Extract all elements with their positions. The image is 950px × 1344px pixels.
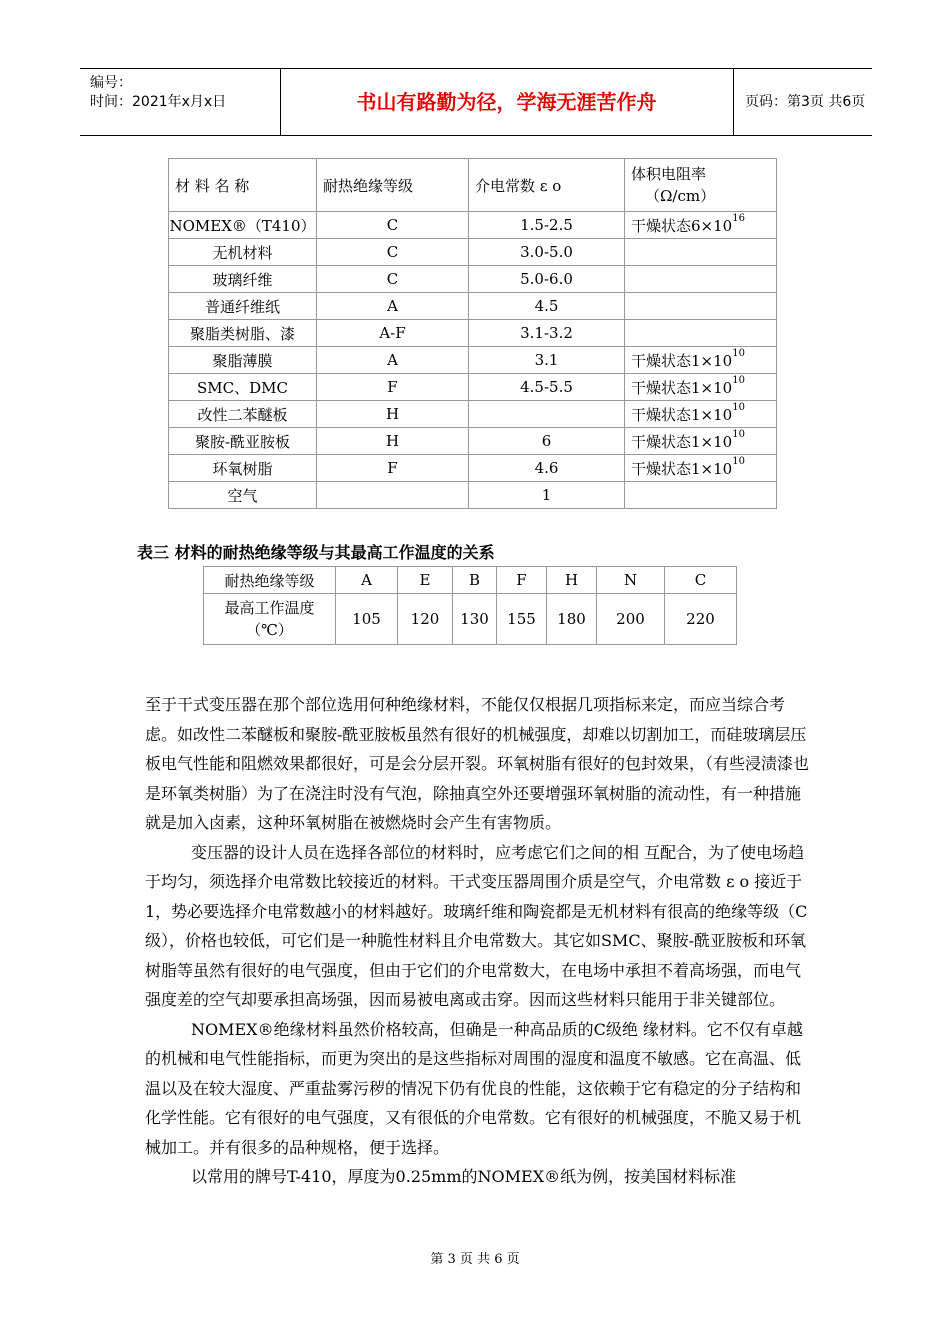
grade-cell: C (665, 567, 737, 594)
table-row (169, 266, 777, 293)
cell-name: SMC、DMC (169, 374, 317, 401)
grade-cell: A (336, 567, 398, 594)
temperature-cell: 155 (497, 594, 547, 645)
paragraph: 以常用的牌号T-410，厚度为0.25mm的NOMEX®纸为例，按美国材料标准 (191, 1167, 737, 1186)
motto: 书山有路勤为径，学海无涯苦作舟 (280, 69, 734, 135)
table-row (169, 455, 777, 482)
serial-number: 编号： (90, 75, 132, 91)
temperature-cell: 200 (597, 594, 665, 645)
cell-name: 改性二苯醚板 (169, 401, 317, 428)
cell-grade: C (317, 266, 469, 293)
temperature-cell: 120 (398, 594, 453, 645)
cell-resistivity: 干燥状态$1\times 10^{10}$ (625, 455, 777, 482)
grade-cell: F (497, 567, 547, 594)
cell-const: 3.1 (469, 347, 625, 374)
cell-resistivity (625, 293, 777, 320)
cell-resistivity (625, 482, 777, 509)
header-cell: 耐热绝缘等级 (317, 159, 469, 212)
grade-cell: H (547, 567, 597, 594)
cell-resistivity (625, 266, 777, 293)
cell-const: 4.6 (469, 455, 625, 482)
cell-grade: A (317, 293, 469, 320)
temperature-cell: 130 (453, 594, 497, 645)
cell-name: 聚胺-酰亚胺板 (169, 428, 317, 455)
paragraph: 至于干式变压器在那个部位选用何种绝缘材料，不能仅仅根据几项指标来定，而应当综合考虑。如改性二苯醚板和聚胺-酰亚胺板虽然有很好的机械强度，却难以切割加工，而硅玻璃层压板电气性能和阻燃效果都很好，可是会分层开裂。环氧树脂有很好的包封效果，（有些浸渍漆也是环氧类树脂）为了在浇注时没有气泡，除抽真空外还要增强环氧树脂的流动性，有一种措施就是加入卤素，这种环氧树脂在被燃烧时会产生有害物质。 (145, 695, 810, 832)
cell-resistivity: 干燥状态$1\times 10^{10}$ (625, 374, 777, 401)
cell-resistivity (625, 239, 777, 266)
row-label: 最高工作温度 （℃） (204, 594, 336, 645)
table-header-row (169, 159, 777, 212)
temperature-cell: 220 (665, 594, 737, 645)
cell-name: 聚脂类树脂、漆 (169, 320, 317, 347)
cell-resistivity (625, 320, 777, 347)
table-row (169, 320, 777, 347)
table-row (169, 401, 777, 428)
cell-resistivity: 干燥状态$6\times 10^{16}$ (625, 212, 777, 239)
table-row (169, 347, 777, 374)
cell-const: 1.5-2.5 (469, 212, 625, 239)
cell-grade (317, 482, 469, 509)
grade-cell: E (398, 567, 453, 594)
cell-resistivity: 干燥状态$1\times 10^{10}$ (625, 401, 777, 428)
paragraph: 变压器的设计人员在选择各部位的材料时，应考虑它们之间的相 互配合，为了使电场趋于均匀，须选择介电常数比较接近的材料。干式变压器周围介质是空气，介电常数 ε o 接近于1，势必要选择介电常数越小的材料越好。玻璃纤维和陶瓷都是无机材料有很高的绝缘等级（C级），价格也较低，可它们是一种脆性材料且介电常数大。其它如SMC、聚胺-酰亚胺板和环氧树脂等虽然有很好的电气强度，但由于它们的介电常数大，在电场中承担不着高场强，而电气强度差的空气却要承担高场强，因而易被电离或击穿。因而这些材料只能用于非关键部位。 (145, 842, 808, 1009)
cell-const: 4.5 (469, 293, 625, 320)
cell-name: 环氧树脂 (169, 455, 317, 482)
cell-resistivity: 干燥状态$1\times 10^{10}$ (625, 347, 777, 374)
temperature-table (203, 566, 737, 645)
page-footer: 第 3 页 共 6 页 (430, 1252, 520, 1267)
cell-const: 5.0-6.0 (469, 266, 625, 293)
grade-cell: N (597, 567, 665, 594)
cell-name: 普通纤维纸 (169, 293, 317, 320)
cell-name: 无机材料 (169, 239, 317, 266)
table-row (169, 293, 777, 320)
cell-grade: C (317, 239, 469, 266)
cell-const: 1 (469, 482, 625, 509)
table-row (169, 212, 777, 239)
header-cell: 介电常数 ε o (469, 159, 625, 212)
cell-const: 3.1-3.2 (469, 320, 625, 347)
cell-grade: H (317, 401, 469, 428)
cell-const: 4.5-5.5 (469, 374, 625, 401)
cell-const (469, 401, 625, 428)
header-meta (80, 69, 281, 135)
table-row (169, 482, 777, 509)
cell-grade: H (317, 428, 469, 455)
table-row (169, 428, 777, 455)
grade-row (204, 567, 737, 594)
cell-name: 空气 (169, 482, 317, 509)
cell-const: 3.0-5.0 (469, 239, 625, 266)
page-indicator: 页码：第3页 共6页 (745, 94, 866, 110)
table-row (169, 239, 777, 266)
date: 时间：2021年x月x日 (90, 94, 227, 110)
body-text (145, 690, 810, 1192)
paragraph: NOMEX®绝缘材料虽然价格较高，但确是一种高品质的C级绝 缘材料。它不仅有卓越的机械和电气性能指标，而更为突出的是这些指标对周围的湿度和温度不敏感。它在高温、低温以及在较大湿度、严重盐雾污秽的情况下仍有优良的性能，这依赖于它有稳定的分子结构和化学性能。它有很好的电气强度，又有很低的介电常数。它有很好的机械强度，不脆又易于机械加工。并有很多的品种规格，便于选择。 (145, 1019, 803, 1157)
header-cell: 材 料 名 称 (169, 159, 317, 212)
row-label: 耐热绝缘等级 (204, 567, 336, 594)
cell-name: 聚脂薄膜 (169, 347, 317, 374)
table-row (169, 374, 777, 401)
page-header (80, 68, 872, 136)
temperature-cell: 180 (547, 594, 597, 645)
cell-const: 6 (469, 428, 625, 455)
grade-cell: B (453, 567, 497, 594)
table-caption: 表三 材料的耐热绝缘等级与其最高工作温度的关系 (137, 543, 495, 562)
cell-grade: C (317, 212, 469, 239)
temperature-row (204, 594, 737, 645)
cell-grade: A-F (317, 320, 469, 347)
cell-grade: F (317, 455, 469, 482)
cell-resistivity: 干燥状态$1\times 10^{10}$ (625, 428, 777, 455)
materials-table (168, 158, 777, 509)
temperature-cell: 105 (336, 594, 398, 645)
header-cell: 体积电阻率 （Ω/cm） (625, 159, 777, 212)
cell-grade: A (317, 347, 469, 374)
cell-name: NOMEX®（T410） (169, 212, 317, 239)
cell-name: 玻璃纤维 (169, 266, 317, 293)
cell-grade: F (317, 374, 469, 401)
